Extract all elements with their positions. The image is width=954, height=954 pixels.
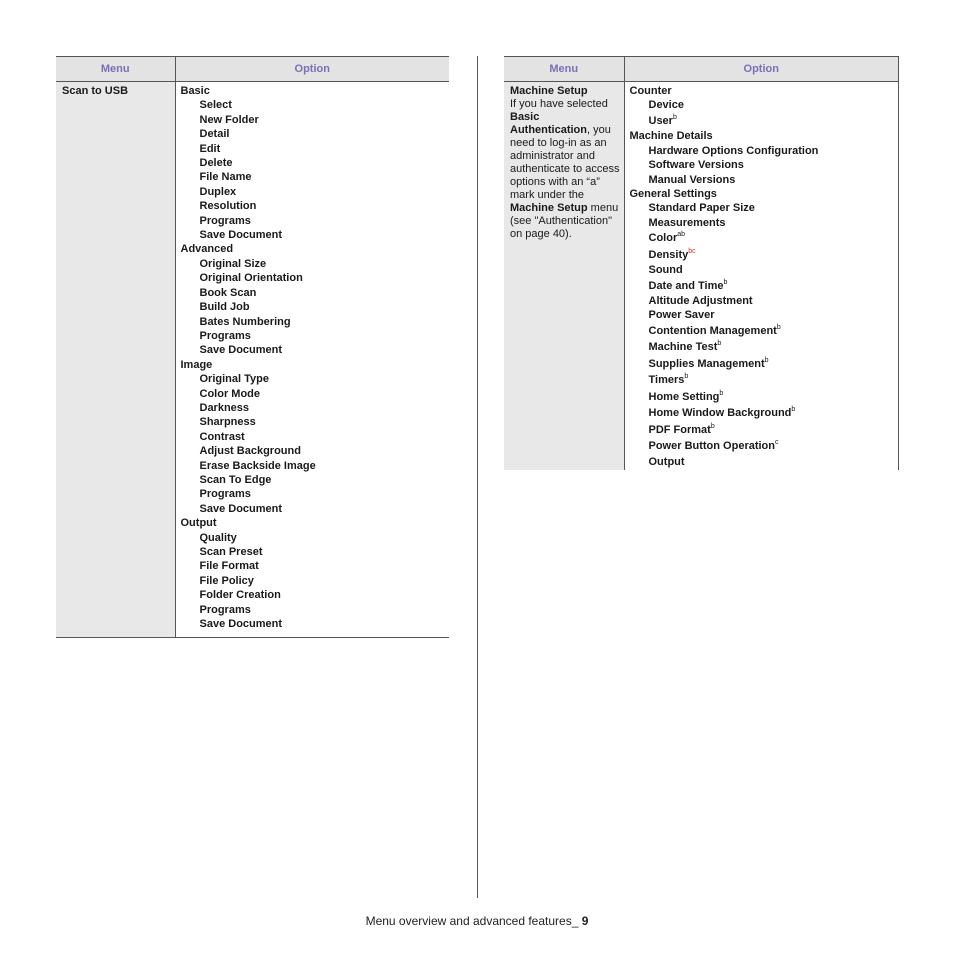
option-item — [181, 156, 450, 170]
option-label: Programs — [199, 603, 251, 616]
option-item — [630, 98, 899, 112]
option-label: Manual Versions — [648, 173, 736, 186]
option-item — [181, 199, 450, 213]
options-cell — [624, 82, 899, 471]
column-divider — [477, 56, 478, 898]
description-bold-term: Machine Setup — [510, 202, 588, 215]
option-label: Sound — [648, 264, 683, 277]
right-menu-table — [504, 56, 899, 470]
option-item — [181, 444, 450, 458]
option-label: Machine Test — [648, 341, 718, 354]
option-column-header: Option — [624, 57, 899, 82]
option-label: PDF Format — [648, 423, 711, 436]
footnote-marker: b — [672, 113, 677, 121]
option-label: Scan To Edge — [199, 473, 272, 486]
option-label: Darkness — [199, 401, 250, 414]
option-label: Save Document — [199, 502, 283, 515]
option-label: Select — [199, 99, 232, 112]
table-header-row — [504, 57, 899, 82]
option-label: Save Document — [199, 344, 283, 357]
footnote-marker: bc — [688, 247, 696, 255]
option-item — [630, 263, 899, 277]
option-item — [630, 216, 899, 230]
option-label: Machine Details — [629, 130, 713, 143]
option-label: User — [648, 114, 673, 127]
option-label: Contention Management — [648, 324, 777, 337]
option-label: Original Type — [199, 373, 269, 386]
option-label: Sharpness — [199, 416, 256, 429]
footnote-marker: ab — [677, 231, 686, 239]
option-label: Power Saver — [648, 309, 715, 322]
option-item — [630, 308, 899, 322]
option-label: Color — [648, 232, 678, 245]
option-label: New Folder — [199, 113, 259, 126]
option-item — [630, 247, 899, 264]
option-label: Programs — [199, 488, 251, 501]
menu-cell — [504, 82, 624, 471]
option-label: Output — [648, 455, 685, 468]
description-text: menu (see "Authentication" on page 40). — [510, 202, 619, 241]
option-label: Home Window Background — [648, 407, 792, 420]
option-label: Programs — [199, 329, 251, 342]
options-cell — [175, 82, 449, 638]
option-item — [181, 315, 450, 329]
option-item — [630, 323, 899, 340]
option-label: Delete — [199, 157, 233, 170]
option-item — [630, 158, 899, 172]
option-item — [630, 455, 899, 469]
option-item — [181, 286, 450, 300]
option-item — [181, 242, 450, 256]
footer-text: Menu overview and advanced features_ — [365, 914, 582, 928]
footnote-marker: b — [710, 422, 715, 430]
option-item — [630, 438, 899, 455]
option-item — [181, 271, 450, 285]
footnote-marker: b — [776, 323, 781, 331]
option-item — [181, 214, 450, 228]
option-item — [630, 339, 899, 356]
option-item — [181, 84, 450, 98]
option-label: Save Document — [199, 229, 283, 242]
table-header-row — [56, 57, 449, 82]
option-label: Original Orientation — [199, 272, 303, 285]
description-bold-term: Basic Authentication — [510, 111, 587, 137]
option-label: Build Job — [199, 301, 250, 314]
option-label: Measurements — [648, 216, 726, 229]
option-item — [181, 459, 450, 473]
option-item — [630, 84, 899, 98]
option-label: File Policy — [199, 574, 254, 587]
option-item — [181, 98, 450, 112]
footnote-marker: b — [723, 278, 728, 286]
description-text: If you have selected — [510, 98, 608, 111]
option-label: Resolution — [199, 200, 257, 213]
option-label: Edit — [199, 142, 221, 155]
option-item — [630, 230, 899, 247]
option-label: Image — [180, 358, 213, 371]
option-label: Original Size — [199, 257, 267, 270]
option-item — [181, 401, 450, 415]
option-label: Erase Backside Image — [199, 459, 316, 472]
menu-name: Scan to USB — [62, 85, 129, 97]
option-item — [181, 617, 450, 631]
option-label: Color Mode — [199, 387, 260, 400]
option-label: Quality — [199, 531, 237, 544]
option-item — [181, 516, 450, 530]
menu-column-header: Menu — [504, 57, 624, 82]
option-label: Programs — [199, 214, 251, 227]
option-item — [630, 294, 899, 308]
table-row — [504, 82, 899, 471]
option-label: Counter — [629, 85, 672, 97]
page-footer — [0, 914, 954, 928]
option-item — [181, 127, 450, 141]
option-item — [630, 389, 899, 406]
option-item — [181, 574, 450, 588]
option-item — [181, 545, 450, 559]
option-item — [630, 113, 899, 130]
option-label: Advanced — [180, 243, 234, 256]
left-menu-table — [56, 56, 449, 638]
option-item — [181, 603, 450, 617]
option-label: Software Versions — [648, 159, 744, 172]
option-item — [181, 300, 450, 314]
option-item — [630, 356, 899, 373]
option-label: Output — [180, 517, 217, 530]
option-label: Standard Paper Size — [648, 202, 755, 215]
option-label: File Name — [199, 171, 252, 184]
option-label: Timers — [648, 374, 685, 387]
option-label: Bates Numbering — [199, 315, 291, 328]
option-item — [181, 415, 450, 429]
option-item — [630, 144, 899, 158]
page-number: 9 — [581, 914, 589, 928]
option-label: Altitude Adjustment — [648, 295, 753, 308]
option-label: Duplex — [199, 185, 237, 198]
menu-name: Machine Setup — [510, 85, 588, 97]
option-item — [181, 185, 450, 199]
option-item — [630, 278, 899, 295]
option-label: Date and Time — [648, 279, 724, 292]
footnote-marker: b — [684, 373, 689, 381]
option-label: General Settings — [629, 187, 717, 200]
option-item — [630, 405, 899, 422]
option-item — [181, 343, 450, 357]
option-item — [630, 173, 899, 187]
footnote-marker: c — [775, 439, 779, 447]
option-item — [630, 372, 899, 389]
option-label: File Format — [199, 560, 259, 573]
option-item — [181, 559, 450, 573]
option-item — [181, 142, 450, 156]
option-item — [181, 113, 450, 127]
option-item — [181, 487, 450, 501]
option-label: Folder Creation — [199, 589, 281, 602]
option-item — [181, 372, 450, 386]
option-item — [630, 422, 899, 439]
option-item — [181, 358, 450, 372]
option-item — [181, 473, 450, 487]
menu-column-header: Menu — [56, 57, 175, 82]
footnote-marker: b — [791, 406, 796, 414]
option-label: Adjust Background — [199, 445, 301, 458]
option-item — [181, 502, 450, 516]
option-label: Detail — [199, 128, 230, 141]
option-label: Device — [648, 99, 684, 112]
option-item — [630, 187, 899, 201]
description-text: , you need to log-in as an administrator and authenticate to access options with an “a” mark under the — [510, 124, 620, 202]
option-label: Home Setting — [648, 390, 720, 403]
option-item — [630, 129, 899, 143]
option-label: Supplies Management — [648, 357, 765, 370]
option-item — [181, 588, 450, 602]
option-label: Density — [648, 248, 689, 261]
option-label: Basic — [180, 85, 210, 97]
option-column-header: Option — [175, 57, 449, 82]
menu-cell — [56, 82, 175, 638]
option-item — [630, 201, 899, 215]
option-label: Scan Preset — [199, 546, 263, 558]
option-item — [181, 430, 450, 444]
option-item — [181, 228, 450, 242]
option-item — [181, 170, 450, 184]
option-item — [181, 257, 450, 271]
footnote-marker: b — [717, 340, 722, 348]
option-item — [181, 387, 450, 401]
option-label: Power Button Operation — [648, 440, 775, 453]
menu-description — [510, 98, 620, 241]
option-label: Book Scan — [199, 286, 257, 299]
table-row — [56, 82, 449, 638]
option-item — [181, 531, 450, 545]
option-label: Save Document — [199, 618, 283, 631]
footnote-marker: b — [719, 389, 724, 397]
footnote-marker: b — [764, 356, 769, 364]
option-label: Contrast — [199, 430, 245, 443]
option-item — [181, 329, 450, 343]
option-label: Hardware Options Configuration — [648, 144, 819, 157]
